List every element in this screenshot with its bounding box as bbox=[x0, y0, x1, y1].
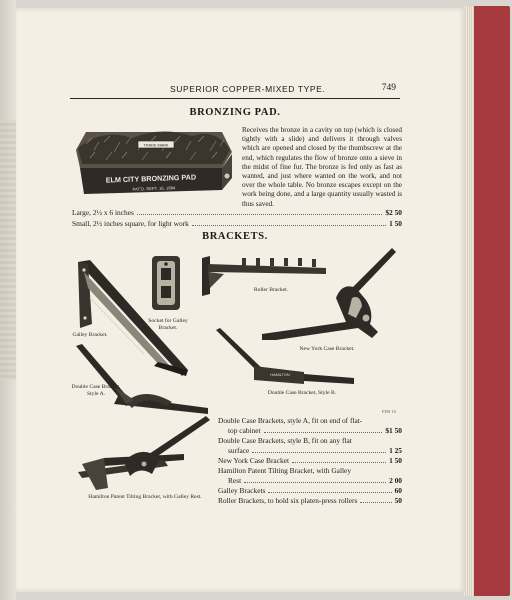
leader-dots bbox=[244, 482, 386, 483]
roller-bracket-caption: Roller Bracket. bbox=[253, 287, 289, 293]
leader-dots bbox=[264, 432, 383, 433]
price-value: 60 bbox=[394, 486, 402, 495]
double-case-bracket-b-illustration bbox=[214, 326, 358, 392]
hamilton-caption: Hamilton Patent Tilting Bracket, with Galley Rest. bbox=[88, 494, 202, 500]
double-case-a-caption: Double Case Bracket, Style A. bbox=[71, 384, 121, 397]
price-value: 50 bbox=[394, 496, 402, 505]
price-label: Small, 2½ inches square, for light work bbox=[72, 219, 189, 228]
running-head bbox=[70, 82, 400, 99]
price-value: 1 50 bbox=[389, 456, 402, 465]
price-value: $2 50 bbox=[385, 208, 402, 217]
price-label-cont: surface bbox=[228, 446, 250, 455]
double-case-bracket-a-illustration bbox=[74, 342, 210, 418]
hamilton-tilting-bracket-illustration bbox=[74, 414, 214, 494]
price-line bbox=[72, 219, 402, 228]
brackets-title: BRACKETS. bbox=[202, 231, 268, 242]
leader-dots bbox=[360, 502, 391, 503]
price-label: Double Case Brackets, style A, fit on end of flat- bbox=[218, 416, 363, 425]
socket-caption: Socket for Galley Bracket. bbox=[148, 318, 188, 331]
price-line-cont bbox=[228, 426, 402, 435]
price-value: 1 50 bbox=[389, 219, 402, 228]
price-value: 2 00 bbox=[389, 476, 402, 485]
price-line-cont bbox=[228, 476, 402, 485]
price-label: Roller Brackets, to hold six platen-press rollers bbox=[218, 496, 358, 505]
running-title: SUPERIOR COPPER-MIXED TYPE. bbox=[170, 84, 326, 94]
price-value: 1 25 bbox=[389, 446, 402, 455]
galley-bracket-caption: Galley Bracket. bbox=[72, 332, 108, 338]
price-line bbox=[218, 416, 402, 425]
pad-top-label: TRADE MARK bbox=[143, 143, 169, 148]
price-label: Double Case Brackets, style B, fit on any flat bbox=[218, 436, 352, 445]
price-label: New York Case Bracket bbox=[218, 456, 290, 465]
price-line bbox=[72, 208, 402, 217]
facing-page-edge bbox=[0, 120, 16, 380]
leader-dots bbox=[192, 225, 386, 226]
price-line bbox=[218, 456, 402, 465]
leader-dots bbox=[292, 462, 386, 463]
price-label: Large, 2½ x 6 inches bbox=[72, 208, 134, 217]
bronzing-pad-illustration bbox=[72, 124, 236, 200]
price-line bbox=[218, 486, 402, 495]
leader-dots bbox=[268, 492, 391, 493]
pad-patent-label: PAT'D. SEPT. 16. 1884 bbox=[132, 185, 176, 192]
price-label: Hamilton Patent Tilting Bracket, with Galley bbox=[218, 466, 352, 475]
new-york-caption: New York Case Bracket. bbox=[299, 346, 355, 352]
price-value: $1 50 bbox=[385, 426, 402, 435]
engraved-hamilton: HAMILTON bbox=[270, 373, 290, 377]
price-label-cont: Rest bbox=[228, 476, 242, 485]
bronzing-pad-description: Receives the bronze in a cavity on top (which is closed tightly with a slide) and delivers it through valves which are opened and closed by the thumbscrew at the end, which regulates the flow of bronze onto a sieve in the midst of fine fur. The bronze is fed only as fast as wanted, and just where wanted on the work, and not over the whole table. No bronze escapes except on the work being done, and a large quantity usually wasted is thus saved. bbox=[242, 126, 402, 208]
price-line bbox=[218, 496, 402, 505]
pad-front-label: ELM CITY BRONZING PAD bbox=[105, 172, 197, 185]
leader-dots bbox=[252, 452, 386, 453]
price-line-cont bbox=[228, 446, 402, 455]
price-line bbox=[218, 466, 402, 475]
double-case-b-caption: Double Case Bracket, Style B. bbox=[267, 390, 337, 396]
price-line bbox=[218, 436, 402, 445]
page-mark: FEB 16 bbox=[382, 409, 396, 414]
price-label-cont: top cabinet bbox=[228, 426, 261, 435]
price-label: Galley Brackets bbox=[218, 486, 266, 495]
socket-illustration bbox=[148, 254, 184, 314]
bronzing-pad-title: BRONZING PAD. bbox=[189, 107, 281, 118]
page-number: 749 bbox=[381, 83, 396, 93]
leader-dots bbox=[137, 214, 383, 215]
